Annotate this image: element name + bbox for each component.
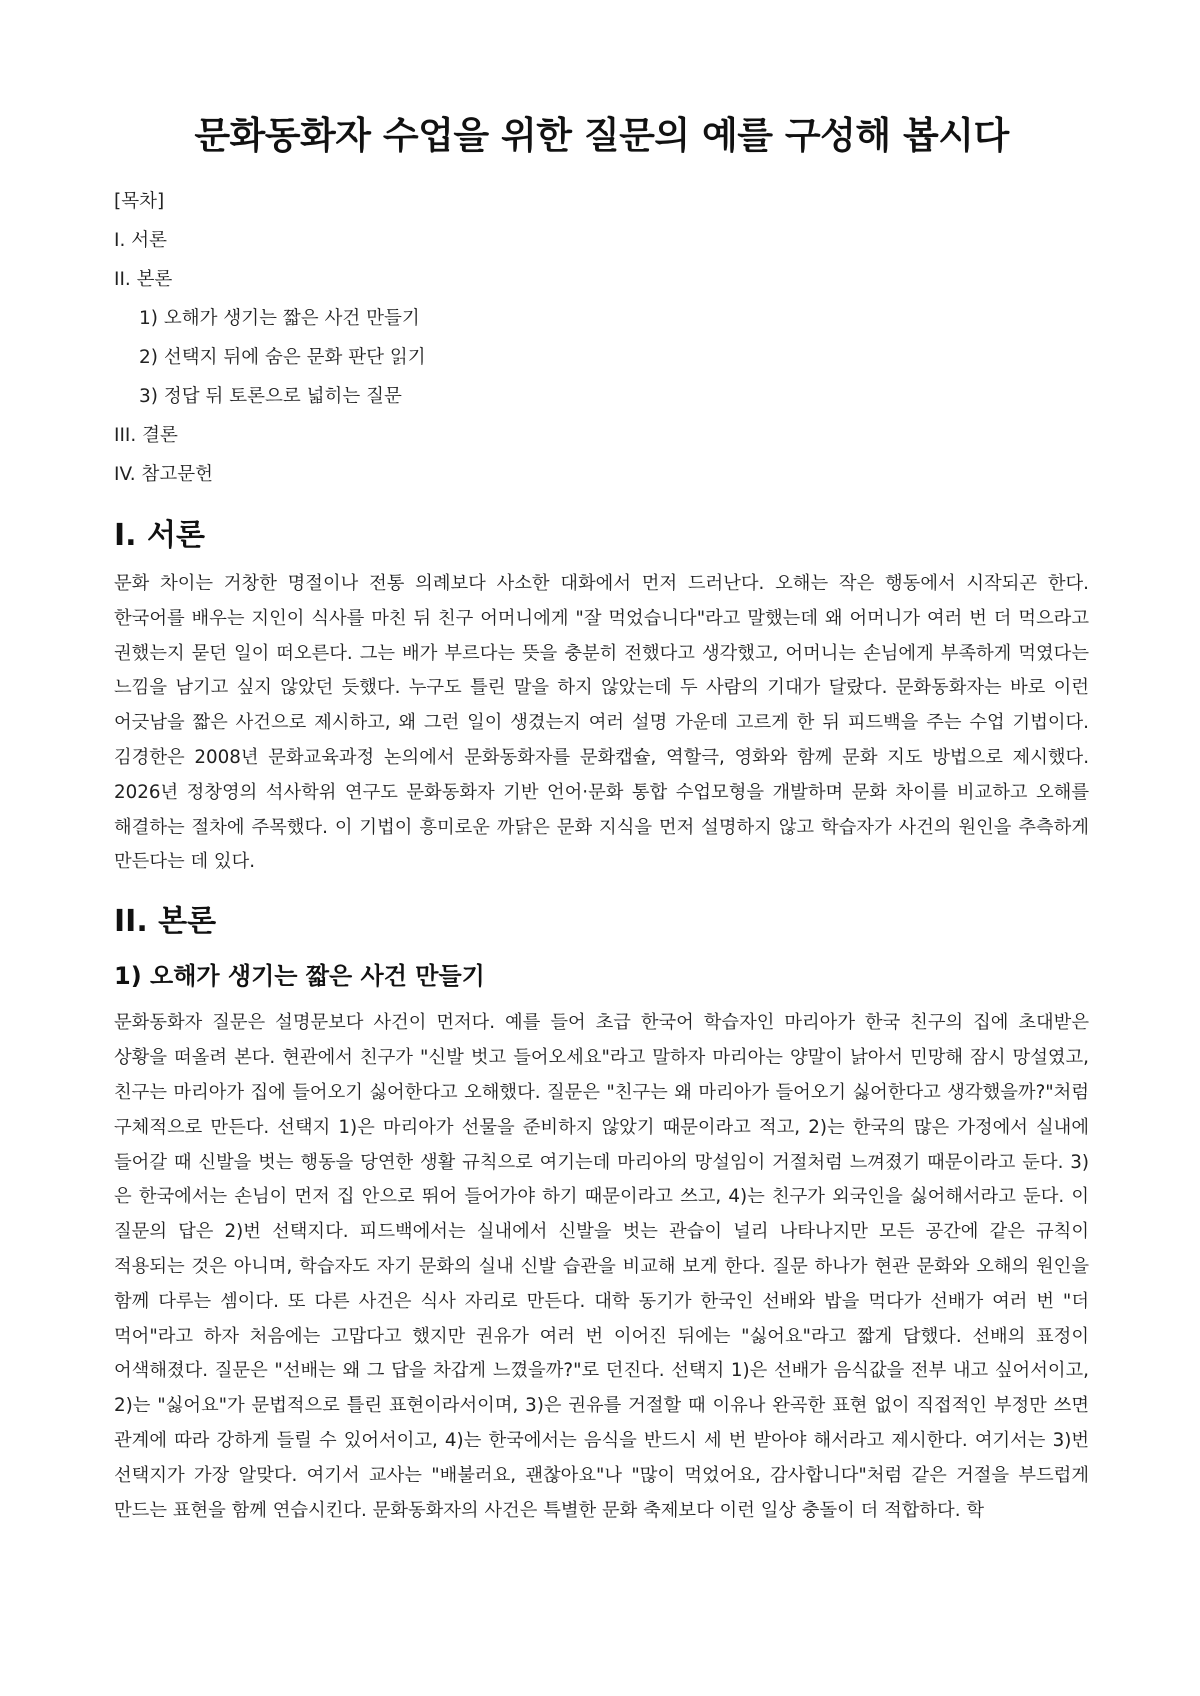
toc-subitem-1: 1) 오해가 생기는 짧은 사건 만들기	[139, 308, 420, 330]
toc-subitem-3: 3) 정답 뒤 토론으로 넓히는 질문	[139, 386, 402, 408]
document-title: 문화동화자 수업을 위한 질문의 예를 구성해 봅시다	[194, 114, 1009, 157]
toc-item-introduction: I. 서론	[114, 230, 167, 252]
subsection-heading-1: 1) 오해가 생기는 짧은 사건 만들기	[114, 962, 485, 991]
toc-subitem-2: 2) 선택지 뒤에 숨은 문화 판단 읽기	[139, 347, 426, 369]
subsection-1-paragraph: 문화동화자 질문은 설명문보다 사건이 먼저다. 예를 들어 초급 한국어 학습자인 마리아가 한국 친구의 집에 초대받은 상황을 떠올려 본다. 현관에서 친구가 "신발 벗고 들어오세요"라고 말하자 마리아는 양말이 낡아서 민망해 잠시 망설였고, 친구는 마리아가 집에 들어오기 싫어한다고 오해했다. 질문은 "친구는 왜 마리아가 들어오기 싫어한다고 생각했을까?"처럼 구체적으로 만든다. 선택지 1)은 마리아가 선물을 준비하지 않았기 때문이라고 적고, 2)는 한국의 많은 가정에서 실내에 들어갈 때 신발을 벗는 행동을 당연한 생활 규칙으로 여기는데 마리아의 망설임이 거절처럼 느껴졌기 때문이라고 둔다. 3)은 한국에서는 손님이 먼저 집 안으로 뛰어 들어가야 하기 때문이라고 쓰고, 4)는 친구가 외국인을 싫어해서라고 둔다. 이 질문의 답은 2)번 선택지다. 피드백에서는 실내에서 신발을 벗는 관습이 널리 나타나지만 모든 공간에 같은 규칙이 적용되는 것은 아니며, 학습자도 자기 문화의 실내 신발 습관을 비교해 보게 한다. 질문 하나가 현관 문화와 오해의 원인을 함께 다루는 셈이다. 또 다른 사건은 식사 자리로 만든다. 대학 동기가 한국인 선배와 밥을 먹다가 선배가 여러 번 "더 먹어"라고 하자 처음에는 고맙다고 했지만 권유가 여러 번 이어진 뒤에는 "싫어요"라고 짧게 답했다. 선배의 표정이 어색해졌다. 질문은 "선배는 왜 그 답을 차갑게 느꼈을까?"로 던진다. 선택지 1)은 선배가 음식값을 전부 내고 싶어서이고, 2)는 "싫어요"가 문법적으로 틀린 표현이라서이며, 3)은 권유를 거절할 때 이유나 완곡한 표현 없이 직접적인 부정만 쓰면 관계에 따라 강하게 들릴 수 있어서이고, 4)는 한국에서는 음식을 반드시 세 번 받아야 해서라고 제시한다. 여기서는 3)번 선택지가 가장 알맞다. 여기서 교사는 "배불러요, 괜찮아요"나 "많이 먹었어요, 감사합니다"처럼 같은 거절을 부드럽게 만드는 표현을 함께 연습시킨다. 문화동화자의 사건은 특별한 문화 축제보다 이런 일상 충돌이 더 적합하다. 학	[114, 1012, 1089, 1521]
table-of-contents	[114, 182, 1089, 494]
toc-heading: [목차]	[114, 191, 165, 213]
toc-item-references: IV. 참고문헌	[114, 464, 213, 486]
toc-item-main-body: II. 본론	[114, 269, 173, 291]
section-heading-introduction: I. 서론	[114, 518, 205, 554]
introduction-paragraph: 문화 차이는 거창한 명절이나 전통 의례보다 사소한 대화에서 먼저 드러난다. 오해는 작은 행동에서 시작되곤 한다. 한국어를 배우는 지인이 식사를 마친 뒤 친구 어머니에게 "잘 먹었습니다"라고 말했는데 왜 어머니가 여러 번 더 먹으라고 권했는지 묻던 일이 떠오른다. 그는 배가 부르다는 뜻을 충분히 전했다고 생각했고, 어머니는 손님에게 부족하게 먹였다는 느낌을 남기고 싶지 않았던 듯했다. 누구도 틀린 말을 하지 않았는데 두 사람의 기대가 달랐다. 문화동화자는 바로 이런 어긋남을 짧은 사건으로 제시하고, 왜 그런 일이 생겼는지 여러 설명 가운데 고르게 한 뒤 피드백을 주는 수업 기법이다. 김경한은 2008년 문화교육과정 논의에서 문화동화자를 문화캡슐, 역할극, 영화와 함께 문화 지도 방법으로 제시했다. 2026년 정창영의 석사학위 연구도 문화동화자 기반 언어·문화 통합 수업모형을 개발하며 문화 차이를 비교하고 오해를 해결하는 절차에 주목했다. 이 기법이 흥미로운 까닭은 문화 지식을 먼저 설명하지 않고 학습자가 사건의 원인을 추측하게 만든다는 데 있다.	[114, 573, 1089, 873]
section-heading-main-body: II. 본론	[114, 904, 217, 940]
toc-item-conclusion: III. 결론	[114, 425, 178, 447]
